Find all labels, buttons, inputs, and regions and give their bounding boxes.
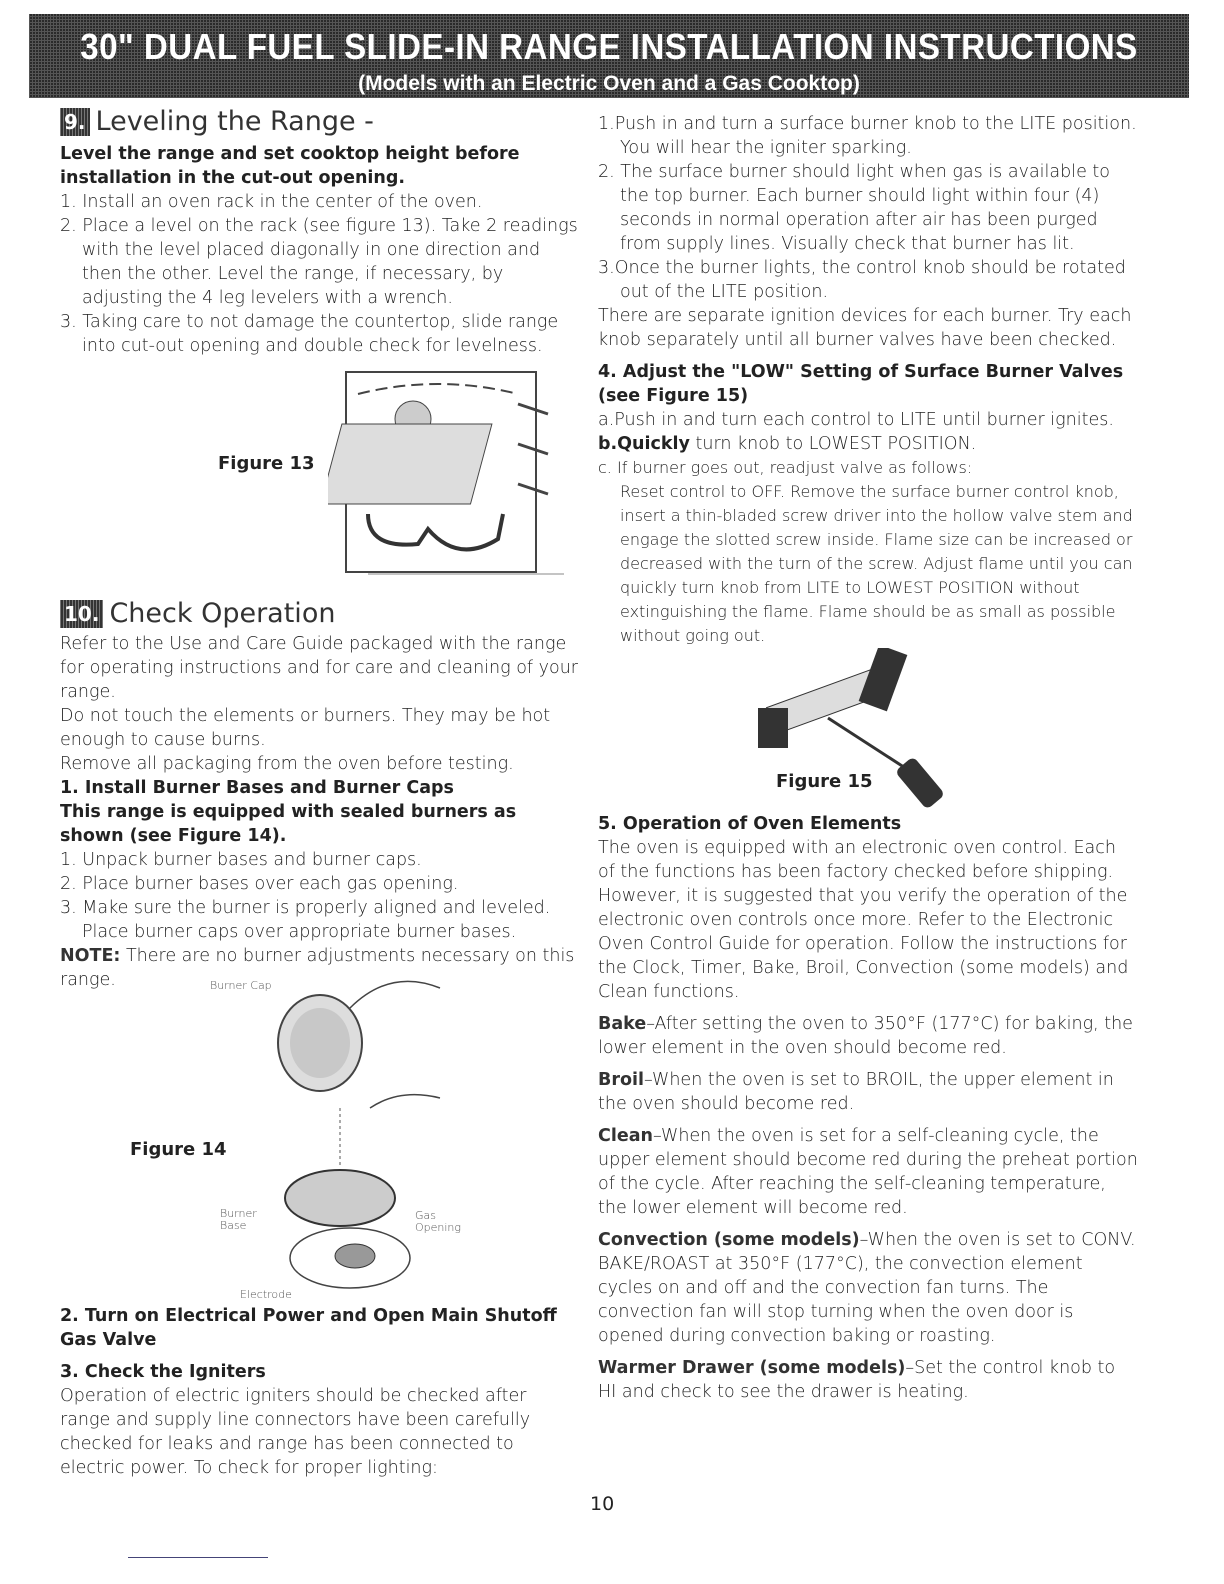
figure-caption: Figure 15 — [776, 771, 873, 792]
left-column — [60, 104, 580, 1480]
step-c: c. If burner goes out, readjust valve as follows: — [598, 458, 973, 477]
mode-label: Broil — [598, 1070, 644, 1090]
list-item: 3. Make sure the burner is properly aligned and leveled. Place burner caps over appropriate burner bases. — [60, 898, 551, 942]
step-b-text: turn knob to LOWEST POSITION. — [689, 434, 977, 454]
subheading: 1. Install Burner Bases and Burner Caps — [60, 778, 454, 798]
burner-cap-label: Burner Cap — [210, 979, 272, 992]
step-b-label: b.Quickly — [598, 434, 690, 454]
subheading: 4. Adjust the "LOW" Setting of Surface Burner Valves (see Figure 15) — [598, 362, 1124, 406]
mode-text: –When the oven is set for a self-cleaning cycle, the upper element should become red during the preheat portion of the cycle. After reaching the self-cleaning temperature, the lower element will become red. — [598, 1126, 1138, 1218]
paragraph: Remove all packaging from the oven before testing. — [60, 754, 514, 774]
mode-text: –When the oven is set to BROIL, the upper element in the oven should become red. — [598, 1070, 1114, 1114]
mode-label: Convection (some models) — [598, 1230, 860, 1250]
mode-clean — [598, 1124, 1138, 1220]
list-item: 1. Install an oven rack in the center of the oven. — [60, 192, 483, 212]
subheading: 2. Turn on Electrical Power and Open Main Shutoff Gas Valve — [60, 1306, 557, 1350]
note-text: There are no burner adjustments necessary on this range. — [60, 946, 575, 990]
mode-bake — [598, 1012, 1138, 1060]
section-9-heading — [60, 104, 580, 140]
figure-caption: Figure 13 — [218, 453, 315, 474]
list-item: 1.Push in and turn a surface burner knob to the LITE position. You will hear the igniter sparking. — [598, 114, 1137, 158]
header-banner — [29, 14, 1189, 98]
mode-label: Clean — [598, 1126, 653, 1146]
list-item: 2. The surface burner should light when gas is available to the top burner. Each burner should light within four (4) seconds in normal operation after air has been purged from supply lines. Visually check that burner has lit. — [598, 162, 1110, 254]
mode-broil — [598, 1068, 1138, 1116]
subheading: This range is equipped with sealed burners as shown (see Figure 14). — [60, 802, 517, 846]
figure-14 — [60, 968, 580, 1301]
burner-base-label: Burner Base — [220, 1207, 257, 1232]
list-item: 1. Unpack burner bases and burner caps. — [60, 850, 422, 870]
oven-rack-illustration — [328, 364, 564, 590]
mode-label: Bake — [598, 1014, 647, 1034]
section-number: 10. — [60, 600, 103, 628]
document-title: 30" DUAL FUEL SLIDE-IN RANGE INSTALLATION INSTRUCTIONS — [80, 26, 1138, 67]
list-item: 3.Once the burner lights, the control knob should be rotated out of the LITE position. — [598, 258, 1126, 302]
mode-text: –After setting the oven to 350°F (177°C) for baking, the lower element in the oven should become red. — [598, 1014, 1133, 1058]
step-a: a.Push in and turn each control to LITE until burner ignites. — [598, 410, 1114, 430]
gas-opening-label: Gas Opening — [415, 1209, 462, 1234]
list-item: 3. Taking care to not damage the countertop, slide range into cut-out opening and double check for levelness. — [60, 312, 559, 356]
figure-caption: Figure 14 — [130, 1139, 227, 1160]
subheading: 3. Check the Igniters — [60, 1362, 266, 1382]
paragraph: There are separate ignition devices for each burner. Try each knob separately until all burner valves have been checked. — [598, 306, 1132, 350]
document-subtitle: (Models with an Electric Oven and a Gas Cooktop) — [358, 72, 860, 95]
section-10-heading — [60, 596, 580, 632]
electrode-label: Electrode — [240, 1288, 292, 1301]
paragraph: Refer to the Use and Care Guide packaged with the range for operating instructions and for care and cleaning of your range. — [60, 634, 578, 702]
valve-screwdriver-illustration — [728, 648, 968, 808]
page-number: 10 — [590, 1493, 615, 1515]
section-title: Check Operation — [109, 598, 336, 629]
subheading: 5. Operation of Oven Elements — [598, 814, 902, 834]
burner-illustration — [260, 968, 480, 1298]
mode-label: Warmer Drawer (some models) — [598, 1358, 906, 1378]
figure-13 — [60, 358, 580, 596]
figure-15 — [598, 648, 1138, 808]
footer-rule — [128, 1557, 268, 1558]
right-column — [598, 112, 1138, 1404]
list-item: 2. Place a level on the rack (see figure 13). Take 2 readings with the level placed diagonally in one direction and then the other. Level the range, if necessary, by adjusting the 4 leg levelers with a wrench. — [60, 216, 578, 308]
paragraph: The oven is equipped with an electronic oven control. Each of the functions has been factory checked before shipping. However, it is suggested that you verify the operation of the electronic oven controls once more. Refer to the Electronic Oven Control Guide for operation. Follow the instructions for the Clock, Timer, Bake, Broil, Convection (some models) and Clean functions. — [598, 838, 1129, 1002]
mode-warmer-drawer — [598, 1356, 1138, 1404]
subheading: Level the range and set cooktop height before installation in the cut-out opening. — [60, 144, 520, 188]
list-item: 2. Place burner bases over each gas opening. — [60, 874, 459, 894]
mode-text: –When the oven is set to CONV. BAKE/ROAST at 350°F (177°C), the convection element cycles on and off and the convection fan turns. The convection fan will stop turning when the oven door is opened during convection baking or roasting. — [598, 1230, 1136, 1346]
paragraph: Do not touch the elements or burners. They may be hot enough to cause burns. — [60, 706, 551, 750]
section-title: Leveling the Range - — [95, 106, 374, 137]
paragraph: Operation of electric igniters should be checked after range and supply line connectors have been carefully checked for leaks and range has been connected to electric power. To check for proper lighting: — [60, 1386, 531, 1478]
step-b — [598, 432, 1138, 456]
section-number: 9. — [60, 108, 90, 136]
note-label: NOTE: — [60, 946, 121, 966]
mode-convection — [598, 1228, 1138, 1348]
mode-text: –Set the control knob to HI and check to see the drawer is heating. — [598, 1358, 1116, 1402]
step-c-body: Reset control to OFF. Remove the surface burner control knob, insert a thin-bladed screw driver into the hollow valve stem and engage the slotted screw inside. Flame size can be increased or decreased with the turn of the screw. Adjust flame until you can quickly turn knob from LITE to LOWEST POSITION without extinguishing the flame. Flame should be as small as possible without going out. — [620, 482, 1133, 645]
